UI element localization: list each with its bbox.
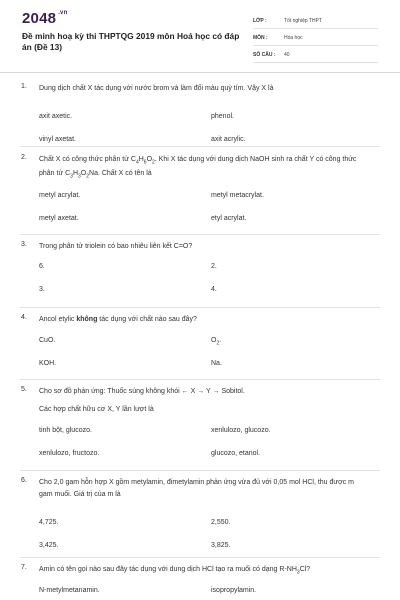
question-text: Trong phân tử triolein có bao nhiêu liên kết C=O?: [39, 243, 193, 250]
meta-label: SỐ CÂU :: [253, 52, 276, 58]
question-number: 1.: [21, 83, 27, 90]
question-divider: [20, 557, 380, 558]
answer-option-b[interactable]: 2,550.: [211, 519, 231, 526]
answer-option-b[interactable]: isopropylamin.: [211, 587, 257, 594]
question-number: 5.: [21, 386, 27, 393]
question-divider: [20, 146, 380, 147]
answer-option-a[interactable]: tinh bột, glucozo.: [39, 427, 92, 434]
meta-label: MÔN :: [253, 35, 268, 41]
question-subtext: Các hợp chất hữu cơ X, Y lần lượt là: [39, 406, 154, 413]
answer-option-b[interactable]: 2.: [211, 263, 217, 270]
answer-option-c[interactable]: KOH.: [39, 360, 57, 367]
answer-option-a[interactable]: axit axetic.: [39, 113, 73, 120]
meta-value: Hóa học: [284, 35, 303, 41]
exam-title: Đề minh hoạ kỳ thi THPTQG 2019 môn Hoá học có đáp án (Đề 13): [22, 31, 240, 52]
question-text: Dung dịch chất X tác dụng với nước brom và làm đổi màu quỳ tím. Vậy X là: [39, 85, 274, 92]
question-divider: [20, 307, 380, 308]
meta-row-count: [253, 48, 378, 63]
meta-value: 40: [284, 52, 290, 58]
meta-value: Tốt nghiệp THPT: [284, 18, 322, 24]
answer-option-a[interactable]: 4,725.: [39, 519, 59, 526]
answer-option-d[interactable]: axit acrylic.: [211, 136, 246, 143]
answer-option-c[interactable]: xenlulozo, fructozo.: [39, 450, 100, 457]
page-header: [0, 0, 400, 73]
question-number: 2.: [21, 154, 27, 161]
question-divider: [20, 379, 380, 380]
meta-label: LỚP :: [253, 18, 267, 24]
question-divider: [20, 234, 380, 235]
logo-text: 2048: [22, 10, 57, 27]
question-text: Cho 2,0 gam hỗn hợp X gồm metylamin, đimetylamin phản ứng vừa đủ với 0,05 mol HCl, thu được m gam muối. Giá trị của m là: [39, 479, 354, 498]
question-text: Ancol etylic không tác dụng với chất nào sau đây?: [39, 316, 197, 323]
answer-option-d[interactable]: 3,825.: [211, 542, 231, 549]
site-logo[interactable]: [22, 10, 67, 27]
answer-option-c[interactable]: vinyl axetat.: [39, 136, 76, 143]
logo-suffix: .vn: [58, 10, 68, 16]
question-number: 6.: [21, 477, 27, 484]
question-number: 7.: [21, 564, 27, 571]
answer-option-c[interactable]: 3,425.: [39, 542, 59, 549]
question-number: 4.: [21, 314, 27, 321]
meta-row-subject: [253, 31, 378, 46]
answer-option-b[interactable]: phenol.: [211, 113, 234, 120]
answer-option-d[interactable]: Na.: [211, 360, 222, 367]
question-number: 3.: [21, 241, 27, 248]
answer-option-a[interactable]: 6.: [39, 263, 45, 270]
answer-option-d[interactable]: etyl acrylat.: [211, 215, 247, 222]
answer-option-b[interactable]: $O_2$.: [211, 337, 222, 347]
question-text: Cho sơ đồ phản ứng: Thuốc súng không khói ← X → Y → Sobitol.: [39, 388, 245, 395]
answer-option-d[interactable]: glucozo, etanol.: [211, 450, 261, 457]
answer-option-b[interactable]: metyl metacrylat.: [211, 192, 264, 199]
answer-option-a[interactable]: CuO.: [39, 337, 56, 344]
answer-option-c[interactable]: 3.: [39, 286, 45, 293]
answer-option-b[interactable]: xenlulozo, glucozo.: [211, 427, 271, 434]
answer-option-a[interactable]: metyl acrylat.: [39, 192, 81, 199]
question-divider: [20, 470, 380, 471]
answer-option-d[interactable]: 4.: [211, 286, 217, 293]
answer-option-c[interactable]: metyl axetat.: [39, 215, 79, 222]
question-text: Amin có tên gọi nào sau đây tác dụng với dung dịch HCl tạo ra muối có dạng $R-NH_3Cl$?: [39, 566, 311, 576]
question-text: Chất X có công thức phân tử $C_4H_6O_2$. Khi X tác dụng với dung dịch NaOH sinh ra chất Y có công thức phân tử $C_3H_3O_2Na$. Chất X có tên là: [39, 156, 357, 180]
exam-meta: [253, 14, 378, 65]
answer-option-a[interactable]: N-metylmetanamin.: [39, 587, 100, 594]
meta-row-class: [253, 14, 378, 29]
